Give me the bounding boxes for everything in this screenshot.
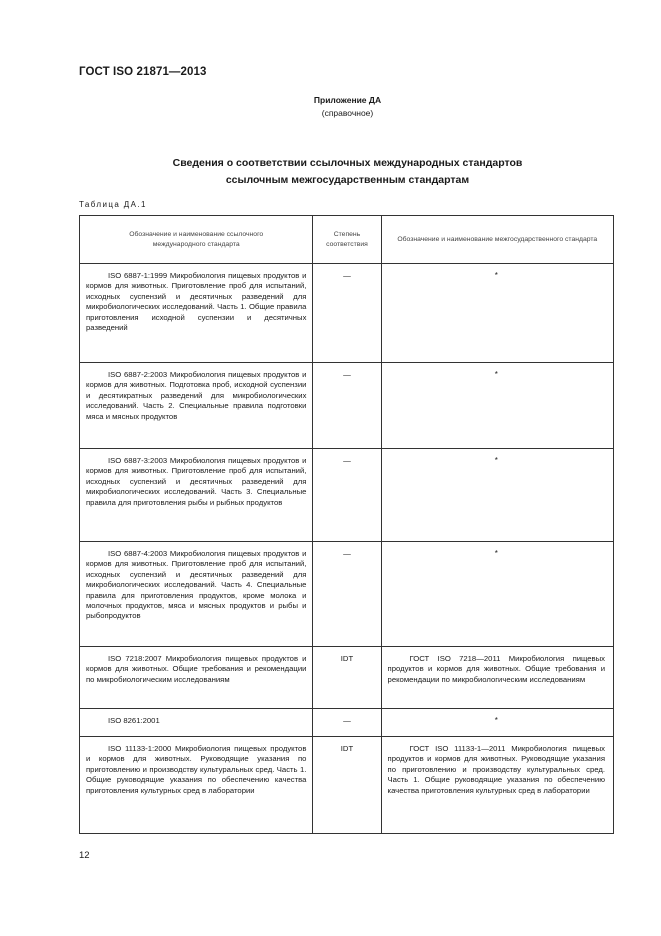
not-adopted-mark: * bbox=[494, 370, 498, 379]
international-standard-cell bbox=[80, 737, 313, 834]
degree-cell: — bbox=[313, 363, 381, 449]
degree-cell: IDT bbox=[313, 647, 381, 709]
interstate-standard-cell bbox=[381, 709, 613, 737]
table-row bbox=[80, 363, 614, 449]
table-caption: Таблица ДА.1 bbox=[79, 200, 147, 209]
interstate-standard-text: ГОСТ ISO 7218—2011 Микробиология пищевых продуктов и кормов для животных. Общие требования и рекомендации по микробиологическим исследованиям bbox=[387, 654, 605, 684]
not-adopted-mark: * bbox=[494, 716, 498, 725]
international-standard-cell bbox=[80, 542, 313, 647]
international-standard-cell bbox=[80, 363, 313, 449]
not-adopted-mark: * bbox=[494, 549, 498, 558]
table-header-row bbox=[80, 216, 614, 264]
section-title-line-1: Сведения о соответствии ссылочных международных стандартов bbox=[172, 157, 523, 169]
degree-cell: — bbox=[313, 542, 381, 647]
degree-cell: — bbox=[313, 709, 381, 737]
appendix-heading bbox=[0, 94, 661, 120]
international-standard-text: ISO 7218:2007 Микробиология пищевых продуктов и кормов для животных. Общие требования и рекомендации по микробиологическим исследованиям bbox=[86, 654, 307, 684]
degree-cell: — bbox=[313, 449, 381, 542]
not-adopted-mark: * bbox=[494, 271, 498, 280]
degree-cell: — bbox=[313, 264, 381, 363]
interstate-standard-cell bbox=[381, 542, 613, 647]
international-standard-text: ISO 8261:2001 bbox=[108, 716, 160, 725]
international-standard-cell bbox=[80, 709, 313, 737]
table-row bbox=[80, 647, 614, 709]
interstate-standard-text: ГОСТ ISO 11133-1—2011 Микробиология пищевых продуктов и кормов для животных. Руководящие указания по приготовлению и производству культуральных сред. Часть 1. Общие руководящие указания по обеспечению качества приготовления культурных сред в лаборатории bbox=[387, 744, 605, 795]
international-standard-cell bbox=[80, 647, 313, 709]
international-standard-text: ISO 6887-2:2003 Микробиология пищевых продуктов и кормов для животных. Подготовка проб, исходной суспензии и десятикратных разведений для микробиологических исследований. Часть 2. Специальные правила подготовки мяса и мясных продуктов bbox=[86, 370, 307, 421]
interstate-standard-cell bbox=[381, 449, 613, 542]
not-adopted-mark: * bbox=[494, 456, 498, 465]
interstate-standard-cell bbox=[381, 737, 613, 834]
interstate-standard-cell bbox=[381, 264, 613, 363]
appendix-note: (справочное) bbox=[321, 108, 374, 118]
interstate-standard-cell bbox=[381, 647, 613, 709]
header-interstate-standard: Обозначение и наименование межгосударственного стандарта bbox=[381, 216, 613, 264]
international-standard-text: ISO 6887-3:2003 Микробиология пищевых продуктов и кормов для животных. Приготовление проб для испытаний, исходных суспензий и десятичных разведений для микробиологических исследований. Часть 3. Специальные правила для приготовления рыбы и рыбных продуктов bbox=[86, 456, 307, 507]
table-row bbox=[80, 709, 614, 737]
table-row bbox=[80, 264, 614, 363]
international-standard-text: ISO 11133-1:2000 Микробиология пищевых продуктов и кормов для животных. Руководящие указания по приготовлению и производству культуральных сред. Часть 1. Общие руководящие указания по обеспечению качества приготовления культурных сред в лаборатории bbox=[86, 744, 307, 795]
degree-cell: IDT bbox=[313, 737, 381, 834]
standards-correspondence-table bbox=[79, 215, 614, 834]
document-header: ГОСТ ISO 21871—2013 bbox=[79, 66, 207, 78]
table-row bbox=[80, 737, 614, 834]
header-international-standard: Обозначение и наименование ссылочного международного стандарта bbox=[80, 216, 313, 264]
section-title-line-2: ссылочным межгосударственным стандартам bbox=[225, 174, 470, 186]
appendix-title: Приложение ДА bbox=[313, 95, 382, 105]
international-standard-cell bbox=[80, 449, 313, 542]
international-standard-text: ISO 6887-1:1999 Микробиология пищевых продуктов и кормов для животных. Приготовление проб для испытаний, исходных суспензий и десятичных разведений для микробиологических исследований. Часть 1. Общие правила приготовления исходной суспензии и десятичных разведений bbox=[86, 271, 307, 333]
international-standard-cell bbox=[80, 264, 313, 363]
interstate-standard-cell bbox=[381, 363, 613, 449]
section-title bbox=[0, 155, 661, 189]
table-row bbox=[80, 449, 614, 542]
table-row bbox=[80, 542, 614, 647]
page-number: 12 bbox=[79, 850, 90, 861]
international-standard-text: ISO 6887-4:2003 Микробиология пищевых продуктов и кормов для животных. Приготовление проб для испытаний, исходных суспензий и десятичных разведений для микробиологических исследований. Часть 4. Специальные правила для приготовления продуктов, кроме молока и молочных продуктов, мяса и мясных продуктов и рыбы и рыбопродуктов bbox=[86, 549, 307, 621]
header-degree-of-correspondence: Степень соответствия bbox=[313, 216, 381, 264]
